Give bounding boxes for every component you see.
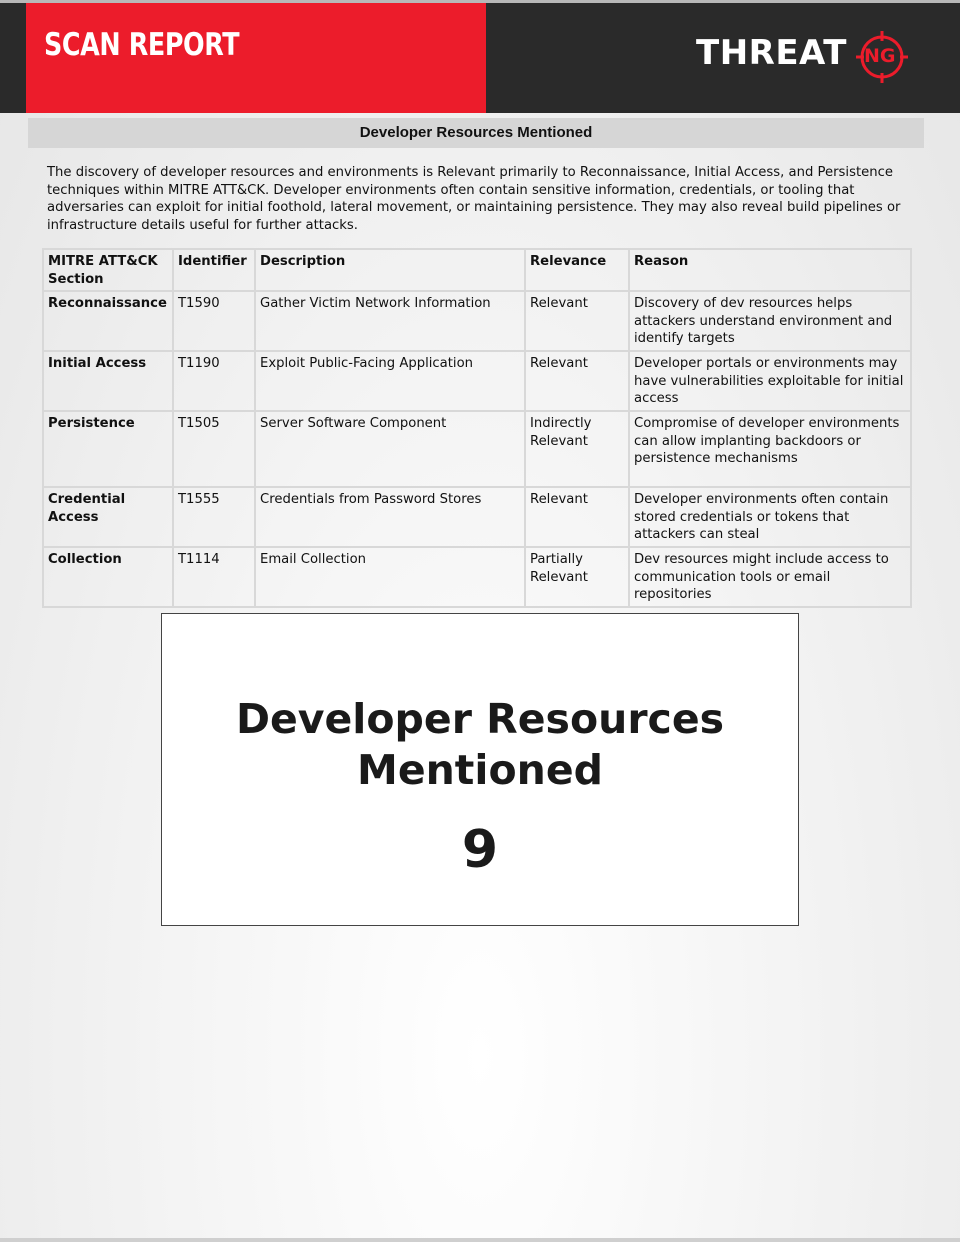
cell-relevance: Relevant xyxy=(525,487,629,547)
cell-reason: Compromise of developer environments can allow implanting backdoors or persistence mechanisms xyxy=(629,411,911,487)
logo-wordmark: THREAT xyxy=(696,33,847,73)
column-header-identifier: Identifier xyxy=(173,249,255,291)
table-row xyxy=(43,351,911,411)
column-header-description: Description xyxy=(255,249,525,291)
column-header-section: MITRE ATT&CK Section xyxy=(43,249,173,291)
intro-paragraph: The discovery of developer resources and environments is Relevant primarily to Reconnaissance, Initial Access, and Persistence techniques within MITRE ATT&CK. Developer environments often contain sensitive information, credentials, or tooling that adversaries can exploit for initial foothold, lateral movement, or maintaining persistence. They may also reveal build pipelines or infrastructure details useful for further attacks. xyxy=(47,165,901,233)
table-row xyxy=(43,291,911,351)
column-header-reason: Reason xyxy=(629,249,911,291)
section-title-bar: Developer Resources Mentioned xyxy=(28,118,924,148)
summary-count: 9 xyxy=(461,820,499,880)
cell-reason: Developer portals or environments may have vulnerabilities exploitable for initial access xyxy=(629,351,911,411)
threatng-logo xyxy=(696,27,936,87)
cell-section: Initial Access xyxy=(43,351,173,411)
bottom-border xyxy=(0,1238,960,1242)
cell-identifier: T1555 xyxy=(173,487,255,547)
summary-title-line2: Mentioned xyxy=(357,746,603,794)
cell-section: Credential Access xyxy=(43,487,173,547)
cell-section: Persistence xyxy=(43,411,173,487)
report-title: SCAN REPORT xyxy=(44,27,240,63)
table-header-row xyxy=(43,249,911,291)
cell-reason: Dev resources might include access to communication tools or email repositories xyxy=(629,547,911,607)
summary-count-box xyxy=(161,613,799,926)
mitre-table xyxy=(42,248,912,608)
cell-relevance: Partially Relevant xyxy=(525,547,629,607)
cell-reason: Developer environments often contain stored credentials or tokens that attackers can steal xyxy=(629,487,911,547)
cell-relevance: Indirectly Relevant xyxy=(525,411,629,487)
cell-relevance: Relevant xyxy=(525,351,629,411)
header-title-panel xyxy=(26,3,486,113)
cell-identifier: T1190 xyxy=(173,351,255,411)
cell-description: Server Software Component xyxy=(255,411,525,487)
cell-description: Email Collection xyxy=(255,547,525,607)
cell-reason: Discovery of dev resources helps attackers understand environment and identify targets xyxy=(629,291,911,351)
table-row xyxy=(43,547,911,607)
cell-relevance: Relevant xyxy=(525,291,629,351)
cell-section: Collection xyxy=(43,547,173,607)
cell-identifier: T1505 xyxy=(173,411,255,487)
table-row xyxy=(43,487,911,547)
cell-description: Exploit Public-Facing Application xyxy=(255,351,525,411)
logo-ng-suffix: NG xyxy=(864,45,896,67)
cell-identifier: T1114 xyxy=(173,547,255,607)
summary-title xyxy=(162,694,798,796)
report-header xyxy=(0,3,960,113)
cell-section: Reconnaissance xyxy=(43,291,173,351)
cell-identifier: T1590 xyxy=(173,291,255,351)
table-row xyxy=(43,411,911,487)
cell-description: Credentials from Password Stores xyxy=(255,487,525,547)
summary-title-line1: Developer Resources xyxy=(235,695,725,743)
cell-description: Gather Victim Network Information xyxy=(255,291,525,351)
column-header-relevance: Relevance xyxy=(525,249,629,291)
